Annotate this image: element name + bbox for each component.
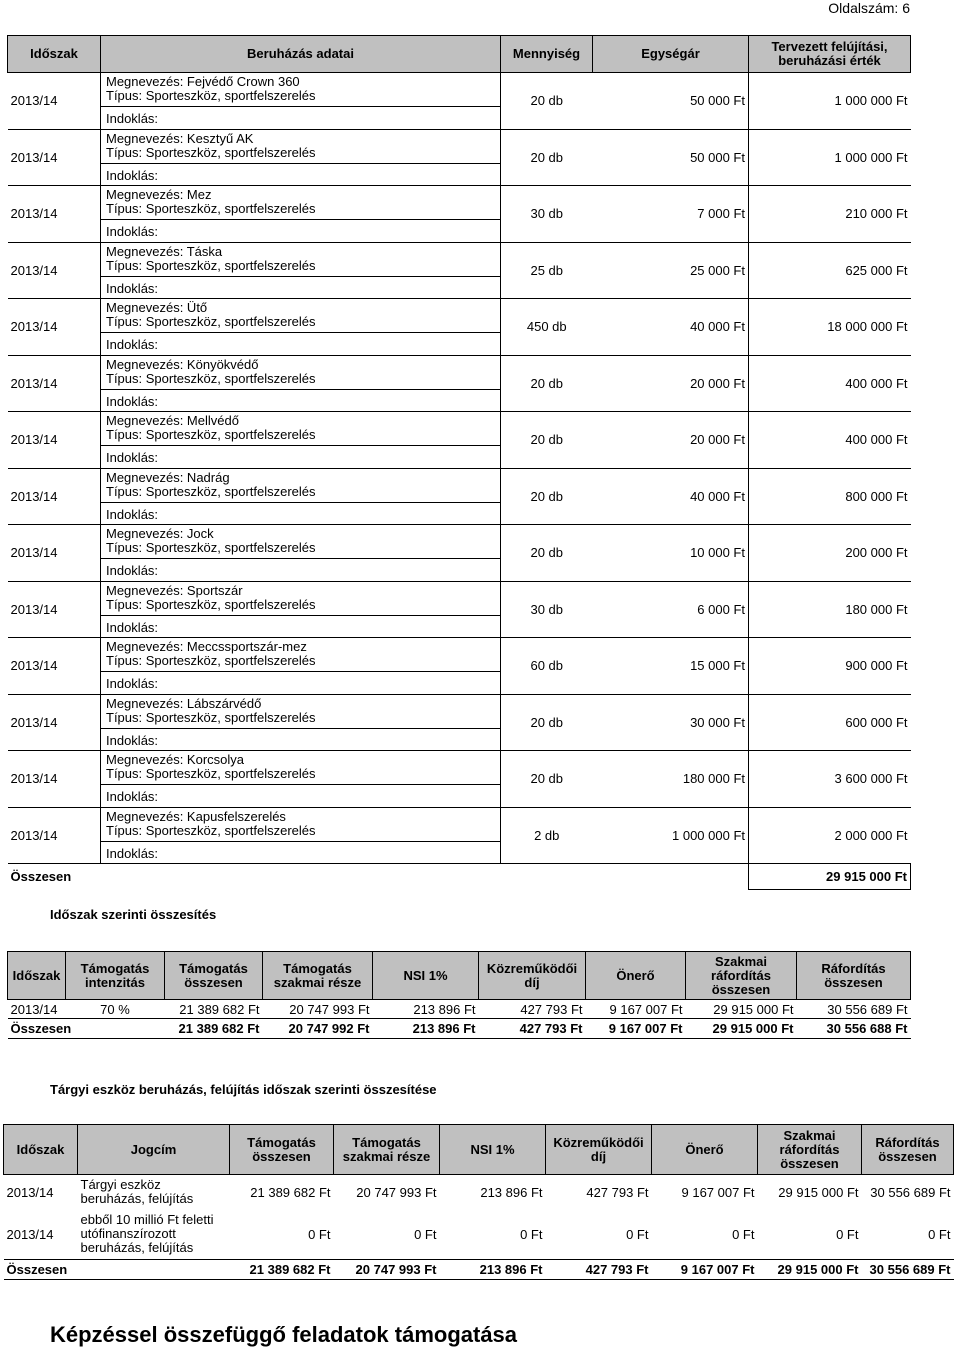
table-row-total	[4, 1260, 954, 1280]
row-reason: Indoklás:	[101, 106, 500, 128]
as-total-own: 9 167 007 Ft	[652, 1260, 758, 1280]
row-total: 200 000 Ft	[749, 525, 911, 582]
row-desc-top	[101, 525, 500, 558]
row-desc-top	[101, 638, 500, 671]
row-name: Megnevezés: Mellvédő	[106, 413, 239, 428]
next-section-heading: Képzéssel összefüggő feladatok támogatása	[50, 1322, 518, 1347]
row-period: 2013/14	[8, 638, 101, 695]
row-name: Megnevezés: Lábszárvédő	[106, 695, 262, 711]
row-desc-top	[101, 751, 500, 784]
ps-total-empty	[66, 1019, 165, 1039]
table-row	[4, 1175, 954, 1210]
row-total: 400 000 Ft	[749, 412, 911, 469]
as-fee: 0 Ft	[626, 1226, 649, 1242]
row-period: 2013/14	[8, 129, 101, 186]
row-reason: Indoklás:	[101, 671, 500, 693]
row-desc-top	[101, 186, 500, 219]
header-unit-price: Egységár	[593, 36, 749, 73]
row-quantity: 20 db	[501, 355, 593, 412]
row-quantity: 25 db	[501, 242, 593, 299]
row-unit-price: 40 000 Ft	[593, 299, 749, 356]
table-row	[8, 129, 911, 186]
as-header-period: Időszak	[4, 1125, 78, 1175]
row-name: Megnevezés: Korcsolya	[106, 752, 245, 767]
table-row	[8, 412, 911, 469]
row-unit-price: 40 000 Ft	[593, 468, 749, 525]
ps-own: 9 167 007 Ft	[609, 1001, 683, 1017]
row-total: 400 000 Ft	[749, 355, 911, 412]
row-type: Típus: Sporteszköz, sportfelszerelés	[106, 88, 316, 103]
row-desc-top	[101, 73, 500, 106]
ps-intensity: 70 %	[100, 1001, 130, 1017]
as-period: 2013/14	[6, 1226, 54, 1242]
ps-total-support-total: 21 389 682 Ft	[165, 1019, 263, 1039]
row-quantity: 30 db	[501, 186, 593, 243]
table-row-total	[8, 864, 911, 890]
row-unit-price: 20 000 Ft	[593, 355, 749, 412]
row-reason: Indoklás:	[101, 615, 500, 637]
row-details	[101, 355, 501, 412]
as-period: 2013/14	[6, 1184, 54, 1200]
row-desc-top	[101, 808, 500, 841]
investment-table	[7, 35, 911, 890]
header-period: Időszak	[8, 36, 101, 73]
row-name: Megnevezés: Táska	[106, 243, 223, 259]
row-reason: Indoklás:	[101, 332, 500, 354]
sum-empty	[593, 864, 749, 890]
row-quantity: 20 db	[501, 129, 593, 186]
as-total-fee: 427 793 Ft	[546, 1260, 652, 1280]
row-name: Megnevezés: Ütő	[106, 300, 208, 315]
ps-total-cost-total: 30 556 688 Ft	[797, 1019, 911, 1039]
as-total-cost-total: 30 556 689 Ft	[862, 1260, 954, 1280]
table-row	[4, 1210, 954, 1260]
row-total: 2 000 000 Ft	[749, 807, 911, 864]
row-total: 18 000 000 Ft	[749, 299, 911, 356]
row-desc-top	[101, 130, 500, 163]
row-details	[101, 186, 501, 243]
row-quantity: 20 db	[501, 525, 593, 582]
table-row	[8, 73, 911, 130]
row-total: 625 000 Ft	[749, 242, 911, 299]
row-period: 2013/14	[8, 751, 101, 808]
investment-table-body	[8, 73, 911, 890]
row-name: Megnevezés: Mez	[106, 187, 212, 202]
row-unit-price: 50 000 Ft	[593, 129, 749, 186]
ps-header-nsi: NSI 1%	[373, 952, 479, 1000]
row-period: 2013/14	[8, 355, 101, 412]
table-row-total	[8, 1019, 911, 1039]
row-reason: Indoklás:	[101, 163, 500, 185]
ps-header-support-total: Támogatás összesen	[165, 952, 263, 1000]
row-type: Típus: Sporteszköz, sportfelszerelés	[106, 483, 316, 499]
as-support-total: 21 389 682 Ft	[250, 1184, 331, 1200]
sum-empty	[501, 864, 593, 890]
row-name: Megnevezés: Meccssportszár-mez	[106, 639, 307, 654]
row-details	[101, 525, 501, 582]
row-quantity: 20 db	[501, 468, 593, 525]
ps-header-cost-total: Ráfordítás összesen	[797, 952, 911, 1000]
row-total: 210 000 Ft	[749, 186, 911, 243]
table-row	[8, 1000, 911, 1019]
row-period: 2013/14	[8, 581, 101, 638]
row-details	[101, 638, 501, 695]
row-unit-price: 10 000 Ft	[593, 525, 749, 582]
sum-empty	[101, 864, 501, 890]
asset-summary-header	[4, 1125, 954, 1175]
ps-nsi: 213 896 Ft	[413, 1001, 476, 1017]
as-header-prof-cost: Szakmai ráfordítás összesen	[758, 1125, 862, 1175]
row-type: Típus: Sporteszköz, sportfelszerelés	[106, 201, 316, 216]
as-prof-cost: 0 Ft	[836, 1226, 859, 1242]
row-type: Típus: Sporteszköz, sportfelszerelés	[106, 427, 316, 442]
row-type: Típus: Sporteszköz, sportfelszerelés	[106, 314, 316, 329]
row-reason: Indoklás:	[101, 784, 500, 806]
row-unit-price: 25 000 Ft	[593, 242, 749, 299]
ps-header-intensity: Támogatás intenzitás	[66, 952, 165, 1000]
row-type: Típus: Sporteszköz, sportfelszerelés	[106, 596, 316, 612]
row-desc-top	[101, 299, 500, 332]
ps-support-total: 21 389 682 Ft	[179, 1001, 260, 1017]
table-row	[8, 751, 911, 808]
ps-header-prof-cost: Szakmai ráfordítás összesen	[686, 952, 797, 1000]
header-planned-value: Tervezett felújítási, beruházási érték	[749, 36, 911, 73]
ps-support-prof: 20 747 993 Ft	[289, 1001, 370, 1017]
row-quantity: 20 db	[501, 694, 593, 751]
as-nsi: 213 896 Ft	[480, 1184, 543, 1200]
row-name: Megnevezés: Nadrág	[106, 469, 230, 485]
row-period: 2013/14	[8, 807, 101, 864]
row-unit-price: 15 000 Ft	[593, 638, 749, 695]
row-type: Típus: Sporteszköz, sportfelszerelés	[106, 653, 316, 668]
row-details	[101, 412, 501, 469]
row-total: 1 000 000 Ft	[749, 73, 911, 130]
as-header-support-total: Támogatás összesen	[230, 1125, 334, 1175]
row-details	[101, 751, 501, 808]
row-reason: Indoklás:	[101, 276, 500, 298]
as-header-nsi: NSI 1%	[440, 1125, 546, 1175]
investment-table-header	[8, 36, 911, 73]
ps-cost-total: 30 556 689 Ft	[827, 1001, 908, 1017]
row-quantity: 450 db	[501, 299, 593, 356]
row-unit-price: 1 000 000 Ft	[593, 807, 749, 864]
row-type: Típus: Sporteszköz, sportfelszerelés	[106, 257, 316, 273]
row-unit-price: 30 000 Ft	[593, 694, 749, 751]
row-reason: Indoklás:	[101, 219, 500, 241]
row-details	[101, 468, 501, 525]
row-quantity: 30 db	[501, 581, 593, 638]
row-unit-price: 180 000 Ft	[593, 751, 749, 808]
row-unit-price: 50 000 Ft	[593, 73, 749, 130]
row-total: 900 000 Ft	[749, 638, 911, 695]
row-details	[101, 129, 501, 186]
row-desc-top	[101, 469, 500, 502]
row-reason: Indoklás:	[101, 558, 500, 580]
as-legal: ebből 10 millió Ft feletti utófinanszírozott beruházás, felújítás	[80, 1212, 214, 1256]
asset-summary-table	[3, 1124, 954, 1280]
row-desc-top	[101, 582, 500, 615]
row-unit-price: 20 000 Ft	[593, 412, 749, 469]
as-header-legal: Jogcím	[78, 1125, 230, 1175]
row-type: Típus: Sporteszköz, sportfelszerelés	[106, 370, 316, 386]
as-cost-total: 0 Ft	[928, 1226, 951, 1242]
table-row	[8, 581, 911, 638]
as-total-nsi: 213 896 Ft	[440, 1260, 546, 1280]
ps-header-support-prof: Támogatás szakmai része	[263, 952, 373, 1000]
table-row	[8, 355, 911, 412]
as-prof-cost: 29 915 000 Ft	[778, 1184, 859, 1200]
row-desc-top	[101, 243, 500, 276]
table-row	[8, 638, 911, 695]
as-nsi: 0 Ft	[520, 1226, 543, 1242]
ps-header-fee: Közreműködői díj	[479, 952, 586, 1000]
table-row	[8, 299, 911, 356]
row-period: 2013/14	[8, 694, 101, 751]
as-total-label: Összesen	[4, 1260, 78, 1280]
row-name: Megnevezés: Kesztyű AK	[106, 130, 254, 146]
as-total-support-prof: 20 747 993 Ft	[334, 1260, 440, 1280]
row-name: Megnevezés: Fejvédő Crown 360	[106, 74, 300, 89]
row-unit-price: 7 000 Ft	[593, 186, 749, 243]
as-own: 9 167 007 Ft	[681, 1184, 755, 1200]
ps-total-label: Összesen	[8, 1019, 66, 1039]
page-number: Oldalszám: 6	[828, 0, 910, 16]
as-cost-total: 30 556 689 Ft	[870, 1184, 951, 1200]
ps-total-own: 9 167 007 Ft	[586, 1019, 686, 1039]
row-total: 180 000 Ft	[749, 581, 911, 638]
row-period: 2013/14	[8, 73, 101, 130]
table-row	[8, 807, 911, 864]
row-details	[101, 242, 501, 299]
row-details	[101, 581, 501, 638]
as-support-prof: 20 747 993 Ft	[356, 1184, 437, 1200]
as-total-empty	[78, 1260, 230, 1280]
row-period: 2013/14	[8, 299, 101, 356]
asset-summary-title: Tárgyi eszköz beruházás, felújítás időszak szerinti összesítése	[50, 1082, 437, 1097]
as-legal: Tárgyi eszköz beruházás, felújítás	[80, 1177, 194, 1207]
row-period: 2013/14	[8, 412, 101, 469]
row-name: Megnevezés: Sportszár	[106, 582, 243, 598]
ps-total-support-prof: 20 747 992 Ft	[263, 1019, 373, 1039]
row-type: Típus: Sporteszköz, sportfelszerelés	[106, 822, 316, 838]
row-details	[101, 299, 501, 356]
ps-total-fee: 427 793 Ft	[479, 1019, 586, 1039]
ps-total-prof-cost: 29 915 000 Ft	[686, 1019, 797, 1039]
row-name: Megnevezés: Könyökvédő	[106, 356, 259, 372]
as-fee: 427 793 Ft	[586, 1184, 649, 1200]
row-quantity: 20 db	[501, 412, 593, 469]
row-quantity: 20 db	[501, 73, 593, 130]
row-total: 3 600 000 Ft	[749, 751, 911, 808]
sum-label: Összesen	[10, 869, 72, 885]
row-period: 2013/14	[8, 525, 101, 582]
row-reason: Indoklás:	[101, 728, 500, 750]
period-summary-header	[8, 952, 911, 1000]
table-row	[8, 186, 911, 243]
row-total: 800 000 Ft	[749, 468, 911, 525]
ps-header-own: Önerő	[586, 952, 686, 1000]
row-details	[101, 694, 501, 751]
row-quantity: 2 db	[501, 807, 593, 864]
row-type: Típus: Sporteszköz, sportfelszerelés	[106, 540, 316, 555]
row-quantity: 60 db	[501, 638, 593, 695]
period-summary-title: Időszak szerinti összesítés	[50, 907, 217, 922]
period-summary-table	[7, 951, 911, 1039]
row-desc-top	[101, 356, 500, 389]
as-total-support-total: 21 389 682 Ft	[230, 1260, 334, 1280]
ps-prof-cost: 29 915 000 Ft	[713, 1001, 794, 1017]
table-row	[8, 468, 911, 525]
as-header-own: Önerő	[652, 1125, 758, 1175]
row-desc-top	[101, 412, 500, 445]
as-header-support-prof: Támogatás szakmai része	[334, 1125, 440, 1175]
table-row	[8, 694, 911, 751]
row-type: Típus: Sporteszköz, sportfelszerelés	[106, 766, 316, 781]
row-details	[101, 73, 501, 130]
row-total: 600 000 Ft	[749, 694, 911, 751]
row-reason: Indoklás:	[101, 502, 500, 524]
row-name: Megnevezés: Kapusfelszerelés	[106, 808, 286, 824]
as-header-cost-total: Ráfordítás összesen	[862, 1125, 954, 1175]
row-type: Típus: Sporteszköz, sportfelszerelés	[106, 144, 316, 160]
as-support-total: 0 Ft	[308, 1226, 331, 1242]
header-details: Beruházás adatai	[101, 36, 501, 73]
row-name: Megnevezés: Jock	[106, 526, 214, 541]
table-row	[8, 525, 911, 582]
row-desc-top	[101, 695, 500, 728]
row-reason: Indoklás:	[101, 841, 500, 863]
sum-total: 29 915 000 Ft	[749, 864, 911, 890]
row-unit-price: 6 000 Ft	[593, 581, 749, 638]
as-own: 0 Ft	[732, 1226, 755, 1242]
as-support-prof: 0 Ft	[414, 1226, 437, 1242]
ps-fee: 427 793 Ft	[520, 1001, 583, 1017]
row-details	[101, 807, 501, 864]
row-total: 1 000 000 Ft	[749, 129, 911, 186]
as-header-fee: Közreműködői díj	[546, 1125, 652, 1175]
row-reason: Indoklás:	[101, 445, 500, 467]
row-type: Típus: Sporteszköz, sportfelszerelés	[106, 709, 316, 725]
row-period: 2013/14	[8, 242, 101, 299]
row-period: 2013/14	[8, 186, 101, 243]
header-quantity: Mennyiség	[501, 36, 593, 73]
as-total-prof-cost: 29 915 000 Ft	[758, 1260, 862, 1280]
row-period: 2013/14	[8, 468, 101, 525]
ps-total-nsi: 213 896 Ft	[373, 1019, 479, 1039]
row-quantity: 20 db	[501, 751, 593, 808]
table-row	[8, 242, 911, 299]
row-reason: Indoklás:	[101, 389, 500, 411]
ps-header-period: Időszak	[8, 952, 66, 1000]
ps-period: 2013/14	[10, 1001, 58, 1017]
